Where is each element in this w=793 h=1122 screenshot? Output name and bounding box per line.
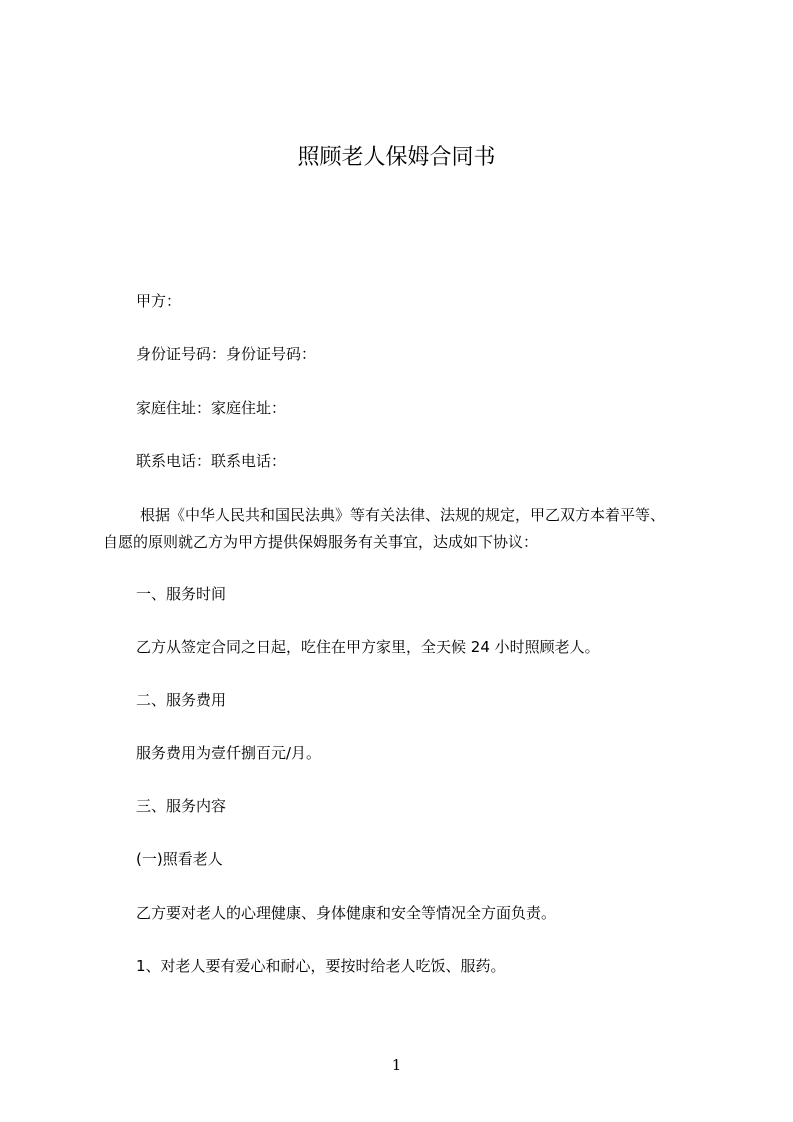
section-3-subheading-1: (一)照看老人 — [136, 850, 223, 868]
section-2-body: 服务费用为壹仟捌百元/月。 — [136, 744, 322, 762]
section-3-item-1: 1、对老人要有爱心和耐心，要按时给老人吃饭、服药。 — [136, 957, 506, 975]
section-3-heading: 三、服务内容 — [136, 797, 227, 815]
home-address-label: 家庭住址：家庭住址： — [136, 399, 287, 417]
preamble-line-2: 自愿的原则就乙方为甲方提供保姆服务有关事宜，达成如下协议： — [103, 533, 539, 551]
section-3-sub-1-body: 乙方要对老人的心理健康、身体健康和安全等情况全方面负责。 — [136, 904, 557, 922]
phone-label: 联系电话：联系电话： — [136, 452, 287, 470]
document-title: 照顾老人保姆合同书 — [297, 145, 496, 170]
section-2-heading: 二、服务费用 — [136, 691, 227, 709]
section-1-heading: 一、服务时间 — [136, 585, 227, 603]
page-number: 1 — [391, 1056, 402, 1074]
preamble-line-1: 根据《中华人民共和国民法典》等有关法律、法规的规定，甲乙双方本着平等、 — [140, 506, 666, 524]
section-1-body: 乙方从签定合同之日起，吃住在甲方家里，全天候 24 小时照顾老人。 — [136, 638, 600, 656]
id-number-label: 身份证号码：身份证号码： — [136, 345, 317, 363]
party-a-label: 甲方： — [136, 292, 182, 310]
